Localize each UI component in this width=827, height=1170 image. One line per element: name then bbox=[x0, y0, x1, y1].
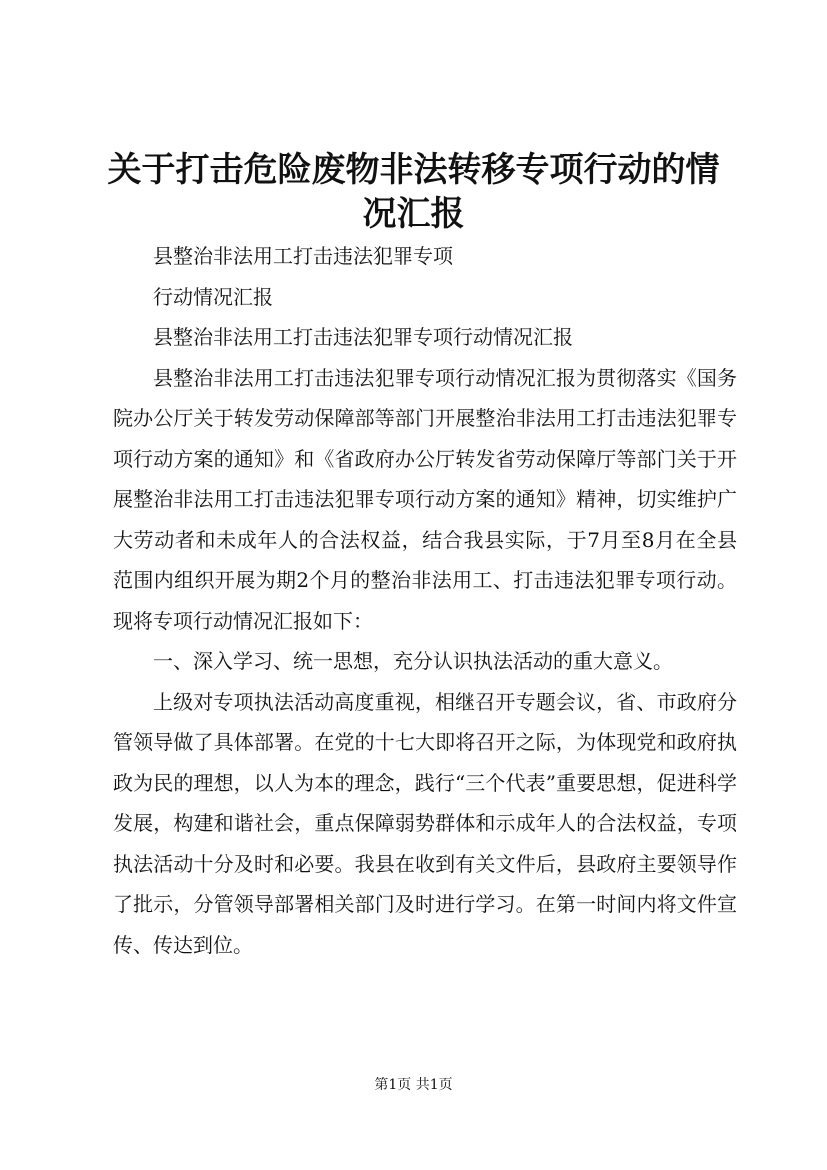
section-heading: 一、深入学习、统一思想，充分认识执法活动的重大意义。 bbox=[153, 649, 673, 673]
body-paragraph: 行动情况汇报 bbox=[153, 284, 273, 309]
body-paragraph: 县整治非法用工打击违法犯罪专项行动情况汇报为贯彻落实《国务院办公厅关于转发劳动保障部等部门开展整治非法用工打击违法犯罪专项行动方案的通知》和《省政府办公厅转发省劳动保障厅等部门关于开展整治非法用工打击违法犯罪专项行动方案的通知》精神，切实维护广大劳动者和未成年人的合法权益，结合我县实际，于7月至8月在全县范围内组织开展为期2个月的整治非法用工、打击违法犯罪专项行动。现将专项行动情况汇报如下： bbox=[113, 365, 737, 633]
body-paragraph: 县整治非法用工打击违法犯罪专项 bbox=[153, 244, 453, 268]
body-paragraph: 上级对专项执法活动高度重视，相继召开专题会议，省、市政府分管领导做了具体部署。在党的十七大即将召开之际，为体现党和政府执政为民的理想，以人为本的理念，践行“三个代表”重要思想，促进科学发展，构建和谐社会，重点保障弱势群体和示成年人的合法权益，专项执法活动十分及时和必要。我县在收到有关文件后，县政府主要领导作了批示，分管领导部署相关部门及时进行学习。在第一时间内将文件宣传、传达到位。 bbox=[113, 689, 737, 957]
page-number: 第1页 共1页 bbox=[374, 1077, 453, 1093]
body-paragraph: 县整治非法用工打击违法犯罪专项行动情况汇报 bbox=[153, 325, 573, 349]
document-body bbox=[113, 236, 737, 965]
document-title: 关于打击危险废物非法转移专项行动的情况汇报 bbox=[107, 150, 720, 234]
